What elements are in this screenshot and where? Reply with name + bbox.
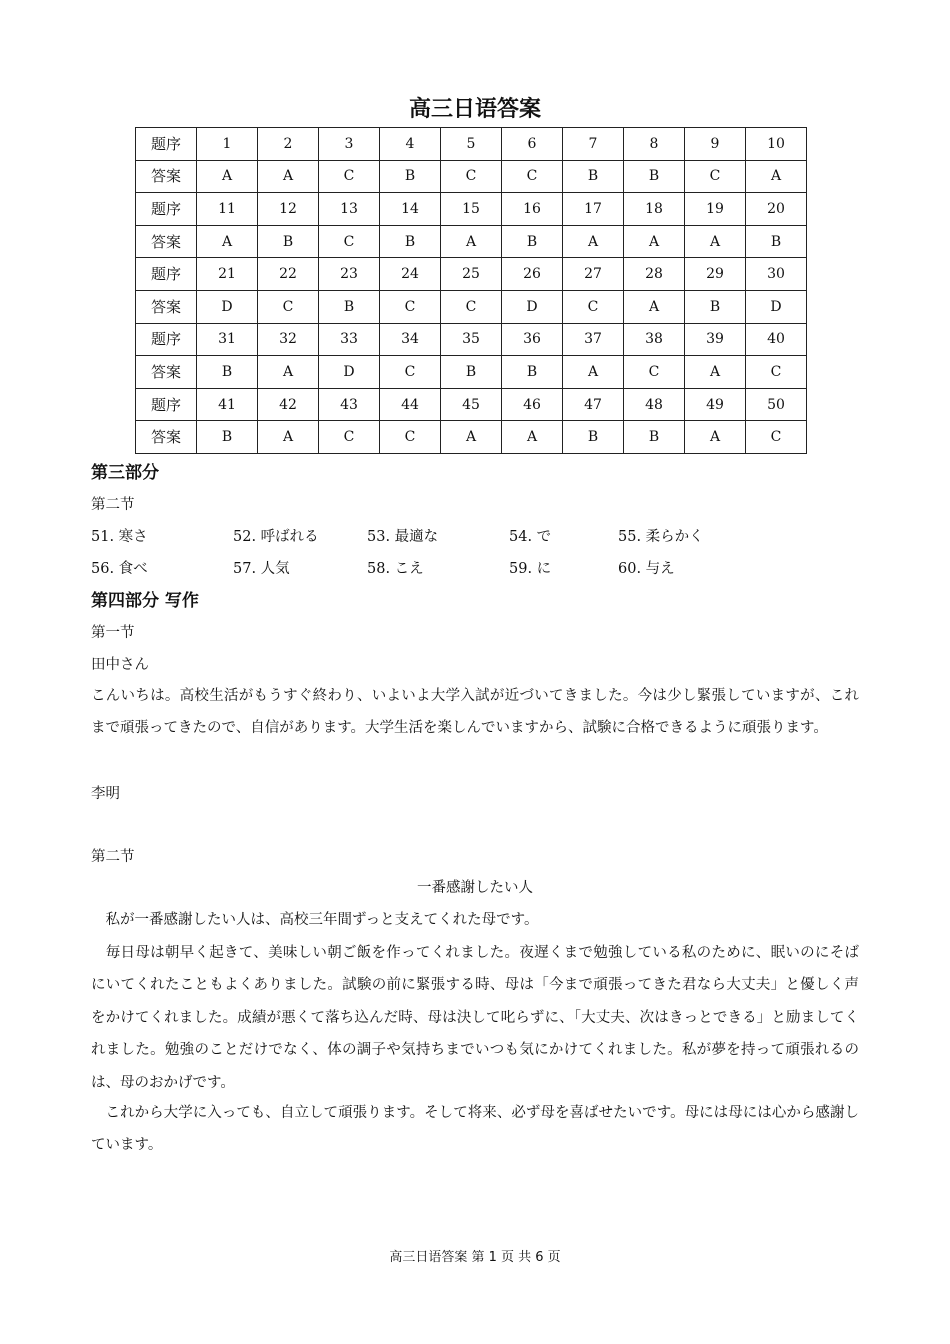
table-cell: D [502,290,563,323]
table-cell: B [380,160,441,193]
table-cell: 10 [746,128,807,161]
table-cell: 40 [746,323,807,356]
table-cell: B [685,290,746,323]
table-row [136,290,807,323]
table-cell: 2 [258,128,319,161]
table-cell: B [380,225,441,258]
table-cell: B [197,421,258,454]
table-cell: C [441,160,502,193]
table-cell: 41 [197,388,258,421]
table-cell: B [197,356,258,389]
table-cell: B [258,225,319,258]
table-cell: 3 [319,128,380,161]
table-cell: 30 [746,258,807,291]
letter-signature: 李明 [91,786,120,802]
fill-answer: 54. で [509,529,552,545]
fill-answer: 55. 柔らかく [618,529,704,545]
table-cell: C [563,290,624,323]
table-row [136,193,807,226]
table-cell: 5 [441,128,502,161]
table-cell: C [441,290,502,323]
table-cell: C [319,421,380,454]
table-cell: B [624,421,685,454]
table-cell: C [380,356,441,389]
table-cell: A [563,356,624,389]
table-row [136,128,807,161]
table-cell: 49 [685,388,746,421]
table-cell: 23 [319,258,380,291]
table-cell: C [624,356,685,389]
table-cell: B [502,225,563,258]
table-cell: 36 [502,323,563,356]
table-cell: 4 [380,128,441,161]
table-cell: 34 [380,323,441,356]
table-cell: 31 [197,323,258,356]
table-cell: A [746,160,807,193]
table-cell: 6 [502,128,563,161]
table-cell: C [746,421,807,454]
table-cell: 42 [258,388,319,421]
table-row [136,323,807,356]
table-cell: B [624,160,685,193]
table-cell: A [563,225,624,258]
fill-answer: 53. 最適な [367,529,439,545]
table-cell: 12 [258,193,319,226]
table-cell: A [258,160,319,193]
row-label: 题序 [136,388,197,421]
table-cell: A [685,225,746,258]
table-cell: 21 [197,258,258,291]
table-cell: B [746,225,807,258]
table-cell: B [441,356,502,389]
table-cell: D [319,356,380,389]
row-label: 题序 [136,323,197,356]
answer-table [135,127,807,454]
table-cell: 29 [685,258,746,291]
table-row [136,421,807,454]
table-row [136,356,807,389]
table-cell: B [502,356,563,389]
page-footer: 高三日语答案 第 1 页 共 6 页 [389,1250,561,1265]
table-cell: 22 [258,258,319,291]
table-cell: 9 [685,128,746,161]
table-cell: 38 [624,323,685,356]
table-cell: 35 [441,323,502,356]
table-cell: C [258,290,319,323]
table-row [136,225,807,258]
table-cell: A [624,225,685,258]
table-cell: 19 [685,193,746,226]
table-cell: 8 [624,128,685,161]
table-row [136,388,807,421]
table-cell: 27 [563,258,624,291]
letter-body: こんいちは。高校生活がもうすぐ終わり、いよいよ大学入試が近づいてきました。今は少し緊張していますが、これまで頑張ってきたので、自信があります。大学生活を楽しんでいますから、試験に合格できるように頑張ります。 [91,688,859,737]
fill-answer: 59. に [509,561,552,577]
fill-answer: 60. 与え [618,561,675,577]
table-row [136,160,807,193]
table-cell: 37 [563,323,624,356]
table-cell: 16 [502,193,563,226]
part4-section2-label: 第二节 [91,849,135,865]
table-cell: 1 [197,128,258,161]
essay-paragraph-2: 毎日母は朝早く起きて、美味しい朝ご飯を作ってくれました。夜遅くまで勉強している私のために、眠いのにそばにいてくれたこともよくありました。試験の前に緊張する時、母は「今まで頑張ってきた君なら大丈夫」と優しく声をかけてくれました。成績が悪くて落ち込んだ時、母は決して叱らずに、「大丈夫、次はきっとできる」と励ましてくれました。勉強のことだけでなく、体の調子や気持ちまでいつも気にかけてくれました。私が夢を持って頑張れるのは、母のおかげです。 [91,945,859,1091]
table-cell: 33 [319,323,380,356]
table-cell: 46 [502,388,563,421]
table-cell: C [319,160,380,193]
fill-answer: 52. 呼ばれる [233,529,319,545]
fill-answer: 56. 食べ [91,561,148,577]
table-cell: C [685,160,746,193]
row-label: 答案 [136,160,197,193]
table-cell: 50 [746,388,807,421]
table-cell: 43 [319,388,380,421]
table-cell: 7 [563,128,624,161]
table-cell: A [685,421,746,454]
table-cell: 47 [563,388,624,421]
table-cell: 15 [441,193,502,226]
table-cell: A [258,356,319,389]
table-cell: B [563,421,624,454]
row-label: 题序 [136,193,197,226]
row-label: 题序 [136,128,197,161]
essay-title: 一番感謝したい人 [417,880,533,896]
essay-paragraph-3: これから大学に入っても、自立して頑張ります。そして将来、必ず母を喜ばせたいです。母には母には心から感謝しています。 [91,1105,859,1154]
table-cell: 14 [380,193,441,226]
table-cell: 20 [746,193,807,226]
table-cell: 44 [380,388,441,421]
table-cell: 39 [685,323,746,356]
table-cell: 48 [624,388,685,421]
fill-answer: 57. 人気 [233,561,290,577]
table-cell: D [746,290,807,323]
table-cell: 13 [319,193,380,226]
row-label: 答案 [136,356,197,389]
table-cell: 32 [258,323,319,356]
fill-answer: 51. 寒さ [91,529,148,545]
table-cell: A [441,225,502,258]
table-cell: B [563,160,624,193]
table-cell: 17 [563,193,624,226]
fill-answer: 58. こえ [367,561,424,577]
table-cell: 11 [197,193,258,226]
table-cell: C [746,356,807,389]
table-cell: A [197,225,258,258]
part3-heading: 第三部分 [91,463,159,483]
row-label: 题序 [136,258,197,291]
table-cell: 18 [624,193,685,226]
table-cell: C [380,290,441,323]
table-cell: A [197,160,258,193]
row-label: 答案 [136,225,197,258]
table-cell: 26 [502,258,563,291]
essay-paragraph-1: 私が一番感謝したい人は、高校三年間ずっと支えてくれた母です。 [91,912,539,928]
table-cell: B [319,290,380,323]
table-cell: C [502,160,563,193]
part4-section1-label: 第一节 [91,625,135,641]
table-cell: D [197,290,258,323]
letter-recipient: 田中さん [91,657,149,673]
part3-section-label: 第二节 [91,497,135,513]
table-row [136,258,807,291]
table-cell: C [319,225,380,258]
table-cell: 24 [380,258,441,291]
table-cell: C [380,421,441,454]
table-cell: A [685,356,746,389]
part4-heading: 第四部分 写作 [91,591,199,611]
table-cell: A [624,290,685,323]
page-title: 高三日语答案 [408,97,541,122]
table-cell: A [502,421,563,454]
table-cell: A [258,421,319,454]
table-cell: 28 [624,258,685,291]
table-cell: 25 [441,258,502,291]
row-label: 答案 [136,290,197,323]
row-label: 答案 [136,421,197,454]
table-cell: A [441,421,502,454]
table-cell: 45 [441,388,502,421]
